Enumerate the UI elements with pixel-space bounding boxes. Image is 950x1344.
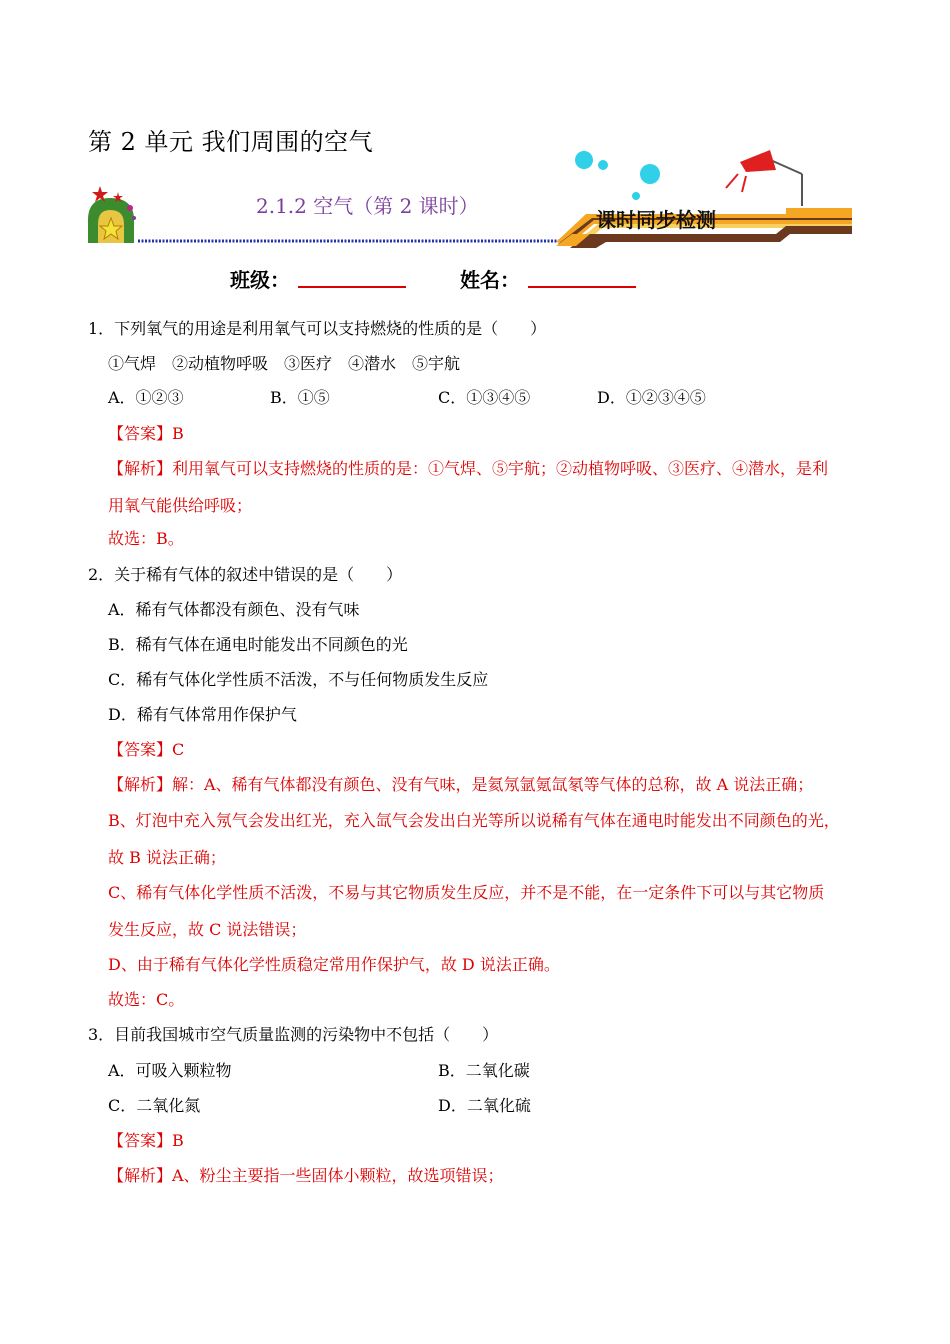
question-3-option-c: C．二氧化氮 bbox=[108, 1096, 201, 1115]
question-2-stem: 2．关于稀有气体的叙述中错误的是（ ） bbox=[88, 565, 403, 584]
name-label: 姓名： bbox=[460, 268, 520, 292]
question-2-explanation-line: 【解析】解：A、稀有气体都没有颜色、没有气味，是氦氖氩氪氙氡等气体的总称，故 A 说法正确； bbox=[108, 775, 814, 794]
question-2-answer: 【答案】C bbox=[108, 740, 185, 759]
question-1-option-a: A．①②③ bbox=[108, 388, 184, 407]
question-2-explanation-line: 发生反应，故 C 说法错误； bbox=[108, 920, 307, 939]
question-3-explanation-line: 【解析】A、粉尘主要指一些固体小颗粒，故选项错误； bbox=[108, 1166, 504, 1185]
question-2-explanation-line: B、灯泡中充入氖气会发出红光，充入氙气会发出白光等所以说稀有气体在通电时能发出不同颜色的光， bbox=[108, 811, 840, 830]
question-1-explanation-line: 故选：B。 bbox=[108, 529, 184, 548]
question-3-answer: 【答案】B bbox=[108, 1131, 184, 1150]
question-3-option-d: D．二氧化硫 bbox=[438, 1096, 531, 1115]
question-3-option-b: B．二氧化碳 bbox=[438, 1061, 530, 1080]
class-field[interactable] bbox=[298, 286, 406, 288]
question-1-explanation-line: 【解析】利用氧气可以支持燃烧的性质的是：①气焊、⑤宇航；②动植物呼吸、③医疗、④潜水，是利 bbox=[108, 459, 829, 478]
class-label: 班级： bbox=[230, 268, 290, 292]
question-1-answer: 【答案】B bbox=[108, 424, 184, 443]
question-1-option-c: C．①③④⑤ bbox=[438, 388, 531, 407]
unit-title: 第 2 单元 我们周围的空气 bbox=[88, 128, 374, 156]
question-1-stem: 1．下列氧气的用途是利用氧气可以支持燃烧的性质的是（ ） bbox=[88, 319, 547, 338]
question-2-explanation-line: 故 B 说法正确； bbox=[108, 848, 226, 867]
lesson-title: 2.1.2 空气（第 2 课时） bbox=[256, 194, 479, 218]
question-2-option-d: D．稀有气体常用作保护气 bbox=[108, 705, 297, 724]
question-2-explanation-line: D、由于稀有气体化学性质稳定常用作保护气，故 D 说法正确。 bbox=[108, 955, 560, 974]
question-1-explanation-line: 用氧气能供给呼吸； bbox=[108, 496, 253, 515]
question-2-option-c: C．稀有气体化学性质不活泼，不与任何物质发生反应 bbox=[108, 670, 489, 689]
lamp-icon bbox=[726, 150, 802, 206]
question-2-option-b: B．稀有气体在通电时能发出不同颜色的光 bbox=[108, 635, 408, 654]
banner-tag: 课时同步检测 bbox=[596, 208, 716, 232]
question-2-explanation-line: C、稀有气体化学性质不活泼，不易与其它物质发生反应，并不是不能，在一定条件下可以与其它物质 bbox=[108, 883, 825, 902]
question-3-stem: 3．目前我国城市空气质量监测的污染物中不包括（ ） bbox=[88, 1025, 499, 1044]
question-2-explanation-line: 故选：C。 bbox=[108, 990, 185, 1009]
star-badge-icon bbox=[88, 186, 136, 243]
question-1-option-d: D．①②③④⑤ bbox=[597, 388, 706, 407]
question-1-option-b: B．①⑤ bbox=[270, 388, 330, 407]
name-field[interactable] bbox=[528, 286, 636, 288]
question-3-option-a: A．可吸入颗粒物 bbox=[108, 1061, 232, 1080]
question-1-items: ①气焊 ②动植物呼吸 ③医疗 ④潜水 ⑤宇航 bbox=[108, 354, 461, 373]
question-2-option-a: A．稀有气体都没有颜色、没有气味 bbox=[108, 600, 360, 619]
